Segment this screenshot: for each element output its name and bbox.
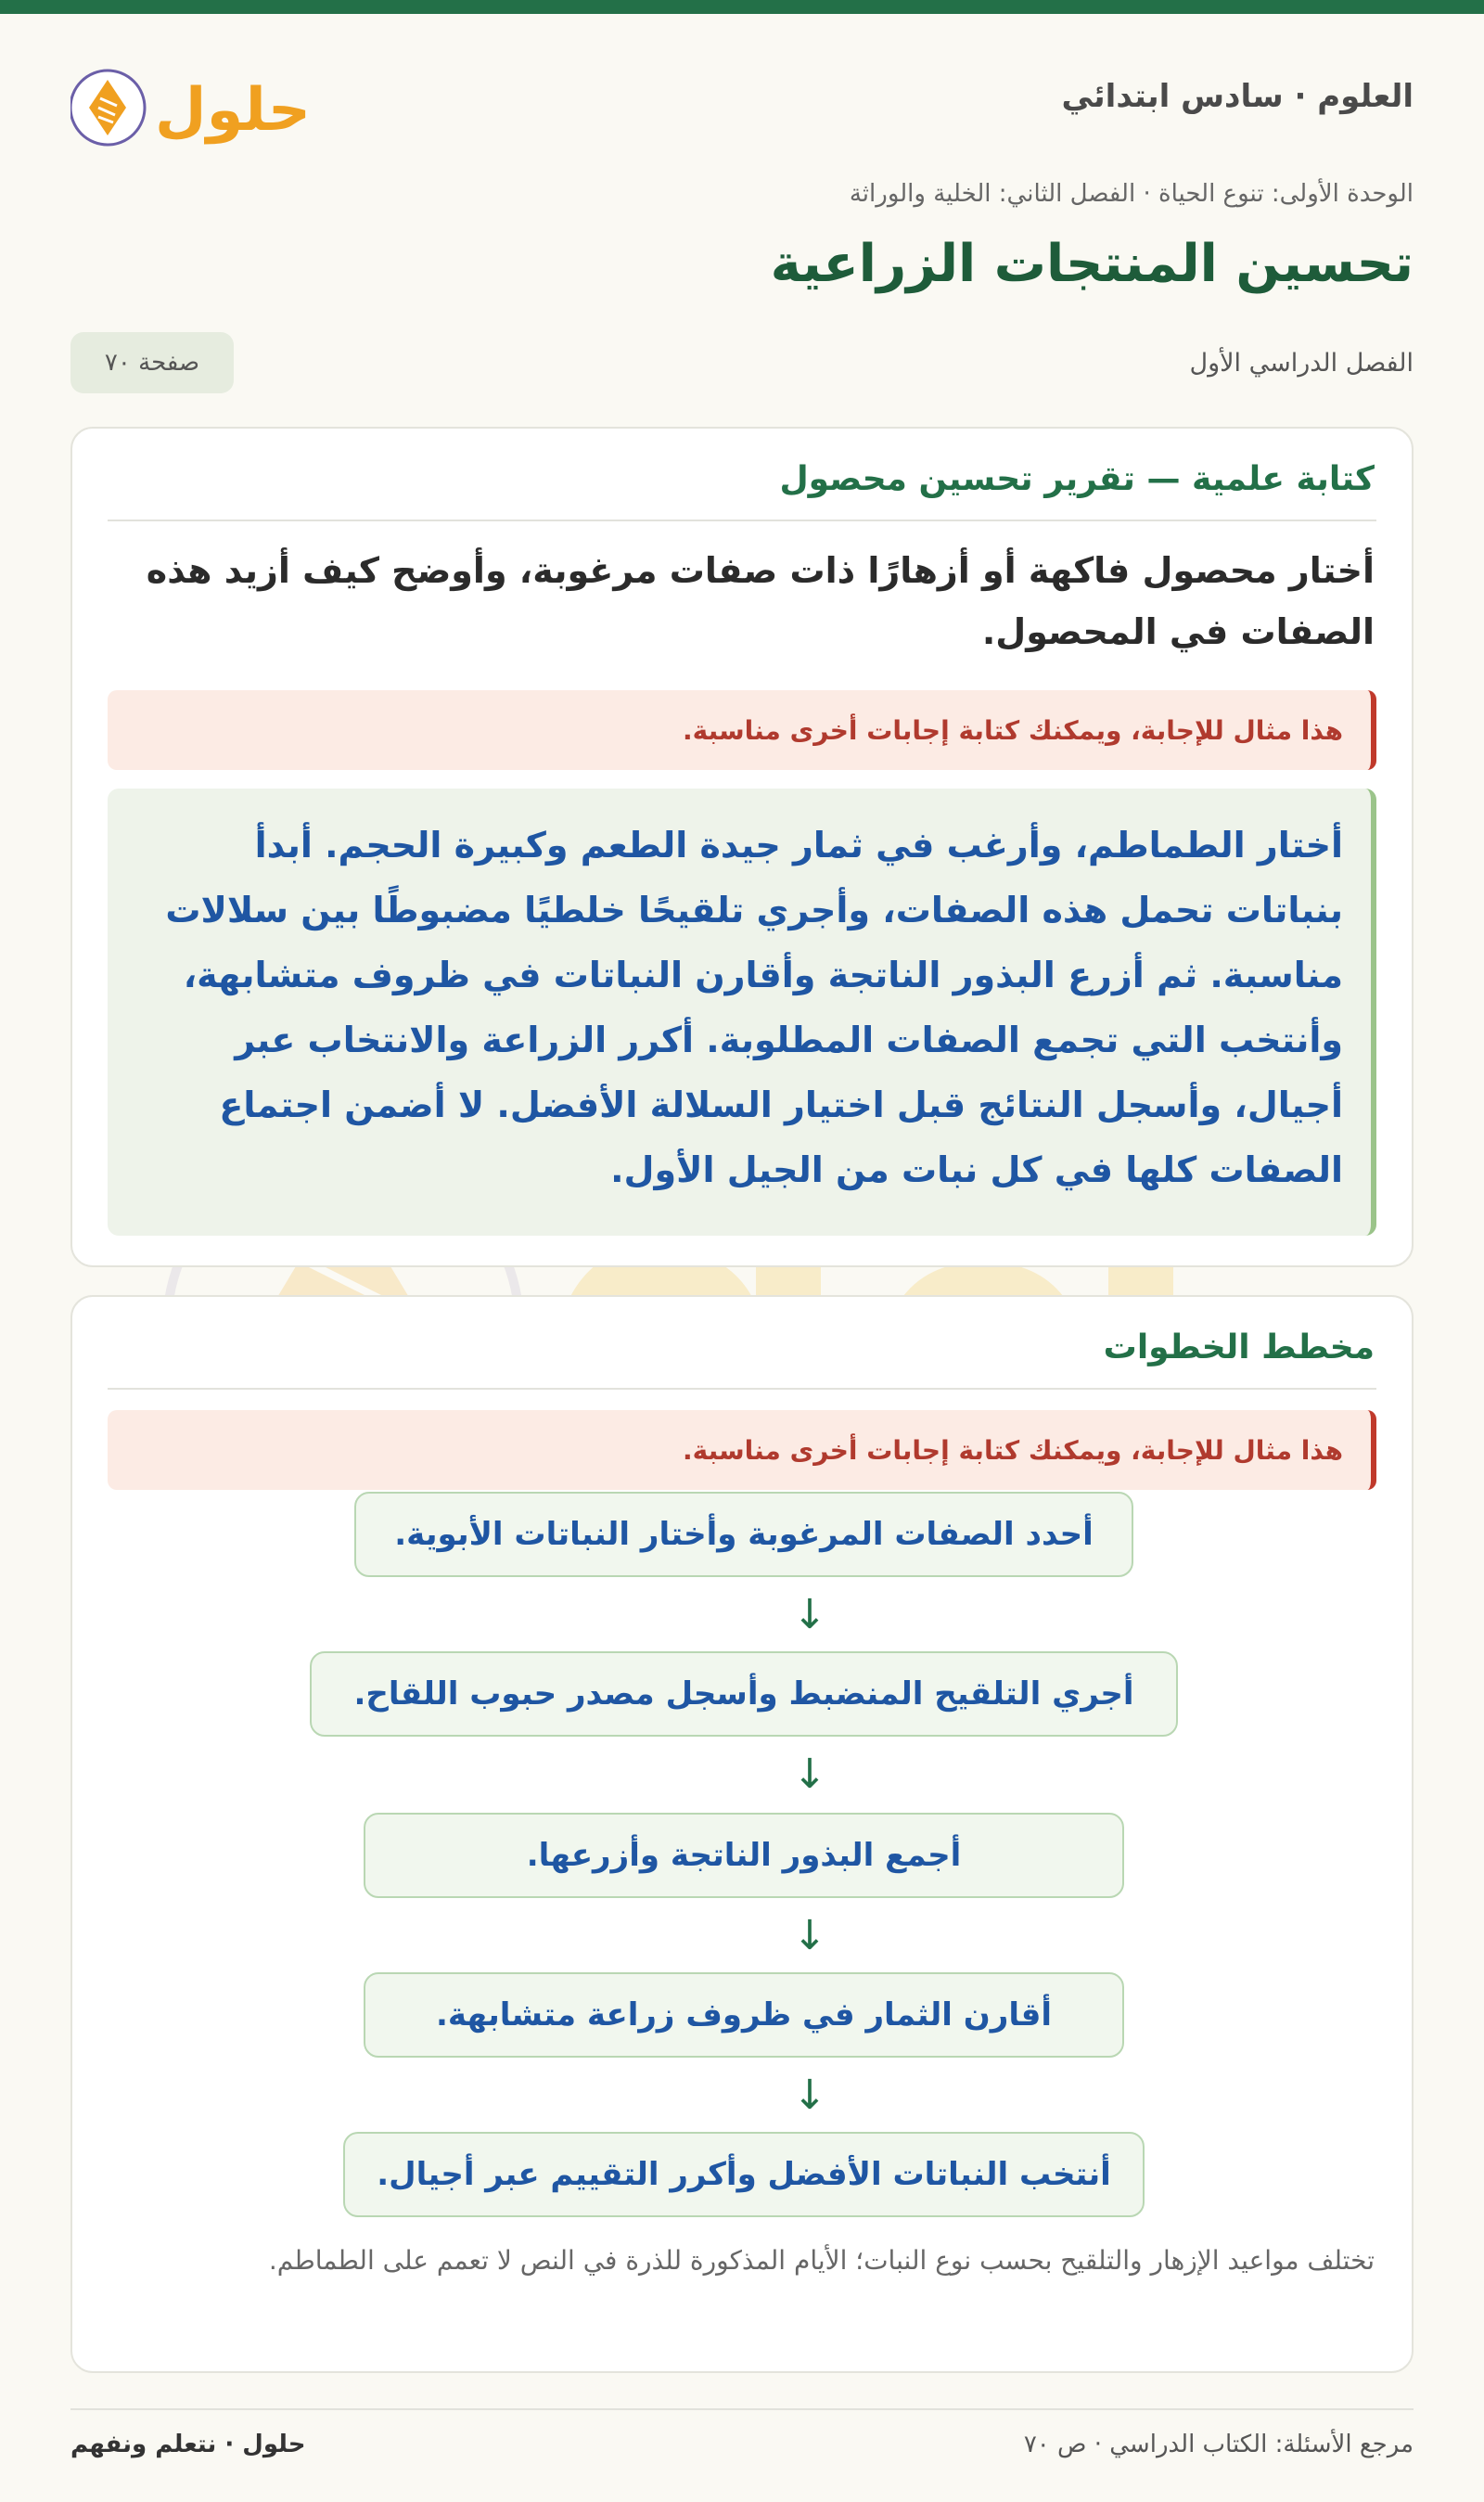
steps-card bbox=[70, 1295, 1414, 2373]
footnote: تختلف مواعيد الإزهار والتلقيح بحسب نوع النبات؛ الأيام المذكورة للذرة في النص لا تعمم على الطماطم. bbox=[268, 2245, 1375, 2276]
page-header bbox=[70, 56, 1414, 145]
brand-logo-text: حلول bbox=[155, 76, 311, 145]
footer-tagline: حلول · نتعلم ونفهم bbox=[70, 2431, 306, 2458]
flow-step-5: أنتخب النباتات الأفضل وأكرر التقييم عبر أجيال. bbox=[343, 2132, 1145, 2217]
writing-card bbox=[70, 427, 1414, 1267]
divider bbox=[108, 520, 1376, 521]
footer-divider bbox=[70, 2408, 1414, 2410]
breadcrumb: الوحدة الأولى: تنوع الحياة · الفصل الثاني: الخلية والوراثة bbox=[849, 180, 1414, 208]
flow-step-1: أحدد الصفات المرغوبة وأختار النباتات الأبوية. bbox=[354, 1492, 1133, 1577]
example-note-text: هذا مثال للإجابة، ويمكنك كتابة إجابات أخرى مناسبة. bbox=[683, 1434, 1343, 1466]
divider bbox=[108, 1388, 1376, 1390]
example-note-text: هذا مثال للإجابة، ويمكنك كتابة إجابات أخرى مناسبة. bbox=[683, 714, 1343, 746]
page-number-badge: صفحة ٧٠ bbox=[70, 332, 234, 393]
example-note bbox=[108, 1410, 1376, 1490]
flow-step-2: أجري التلقيح المنضبط وأسجل مصدر حبوب اللقاح. bbox=[310, 1651, 1178, 1737]
down-arrow-icon: ↓ bbox=[792, 1912, 827, 1959]
example-note bbox=[108, 690, 1376, 770]
down-arrow-icon: ↓ bbox=[792, 1751, 827, 1798]
footer-reference: مرجع الأسئلة: الكتاب الدراسي · ص ٧٠ bbox=[1023, 2431, 1414, 2458]
down-arrow-icon: ↓ bbox=[792, 1591, 827, 1638]
writing-card-title: كتابة علمية — تقرير تحسين محصول bbox=[779, 460, 1375, 498]
answer-box: أختار الطماطم، وأرغب في ثمار جيدة الطعم وكبيرة الحجم. أبدأ بنباتات تحمل هذه الصفات، وأجري تلقيحًا خلطيًا مضبوطًا بين سلالات مناسبة. ثم أزرع البذور الناتجة وأقارن النباتات في ظروف متشابهة، وأنتخب التي تجمع الصفات المطلوبة. أكرر الزراعة والانتخاب عبر أجيال، وأسجل النتائج قبل اختيار السلالة الأفضل. لا أضمن اجتماع الصفات كلها في كل نبات من الجيل الأول. bbox=[108, 789, 1376, 1236]
flow-step-4: أقارن الثمار في ظروف زراعة متشابهة. bbox=[364, 1972, 1124, 2058]
top-accent-bar bbox=[0, 0, 1484, 14]
subject-label: العلوم · سادس ابتدائي bbox=[1061, 78, 1414, 115]
question-text: أختار محصول فاكهة أو أزهارًا ذات صفات مرغوبة، وأوضح كيف أزيد هذه الصفات في المحصول. bbox=[146, 550, 1375, 652]
semester-label: الفصل الدراسي الأول bbox=[1189, 349, 1414, 378]
flow-step-3: أجمع البذور الناتجة وأزرعها. bbox=[364, 1813, 1124, 1898]
down-arrow-icon: ↓ bbox=[792, 2072, 827, 2119]
brand-logo bbox=[70, 63, 321, 152]
steps-card-title: مخطط الخطوات bbox=[1103, 1328, 1375, 1366]
page-title: تحسين المنتجات الزراعية bbox=[770, 234, 1414, 294]
